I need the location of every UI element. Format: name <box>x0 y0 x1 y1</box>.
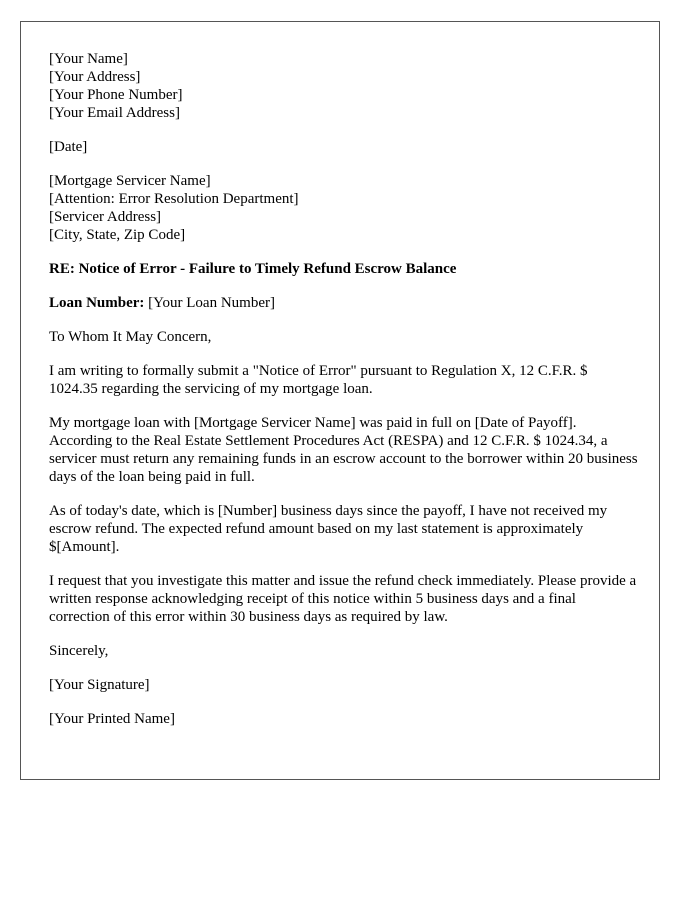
letter-body <box>49 50 639 744</box>
sender-name: [Your Name] <box>49 51 128 67</box>
signature: [Your Signature] <box>49 677 150 693</box>
sender-address: [Your Address] <box>49 69 141 85</box>
salutation: To Whom It May Concern, <box>49 329 212 345</box>
date-block <box>49 138 639 156</box>
loan-number-value: [Your Loan Number] <box>144 295 275 311</box>
recipient-block <box>49 172 639 244</box>
closing: Sincerely, <box>49 643 109 659</box>
recipient-city-state-zip: [City, State, Zip Code] <box>49 227 186 243</box>
recipient-attention: [Attention: Error Resolution Department] <box>49 191 299 207</box>
letter-page <box>20 21 660 780</box>
loan-number-label: Loan Number: <box>49 295 145 311</box>
sender-block <box>49 50 639 122</box>
letter-date: [Date] <box>49 139 88 155</box>
loan-number-line <box>49 294 639 312</box>
printed-name: [Your Printed Name] <box>49 711 175 727</box>
paragraph-notice: I am writing to formally submit a "Notice of Error" pursuant to Regulation X, 12 C.F.R. $ 1024.35 regarding the servicing of my mortgage loan. <box>49 363 588 397</box>
paragraph-request: I request that you investigate this matter and issue the refund check immediately. Please provide a written response acknowledging receipt of this notice within 5 business days and a final correction of this error within 30 business days as required by law. <box>49 573 637 625</box>
subject-line: RE: Notice of Error - Failure to Timely Refund Escrow Balance <box>49 261 457 277</box>
paragraph-status: As of today's date, which is [Number] business days since the payoff, I have not received my escrow refund. The expected refund amount based on my last statement is approximately $[Amount]. <box>49 503 608 555</box>
sender-phone: [Your Phone Number] <box>49 87 183 103</box>
recipient-address: [Servicer Address] <box>49 209 162 225</box>
sender-email: [Your Email Address] <box>49 105 180 121</box>
paragraph-payoff: My mortgage loan with [Mortgage Servicer Name] was paid in full on [Date of Payoff]. According to the Real Estate Settlement Procedures Act (RESPA) and 12 C.F.R. $ 1024.34, a servicer must return any remaining funds in an escrow account to the borrower within 20 business days of the loan being paid in full. <box>49 415 638 485</box>
recipient-name: [Mortgage Servicer Name] <box>49 173 211 189</box>
